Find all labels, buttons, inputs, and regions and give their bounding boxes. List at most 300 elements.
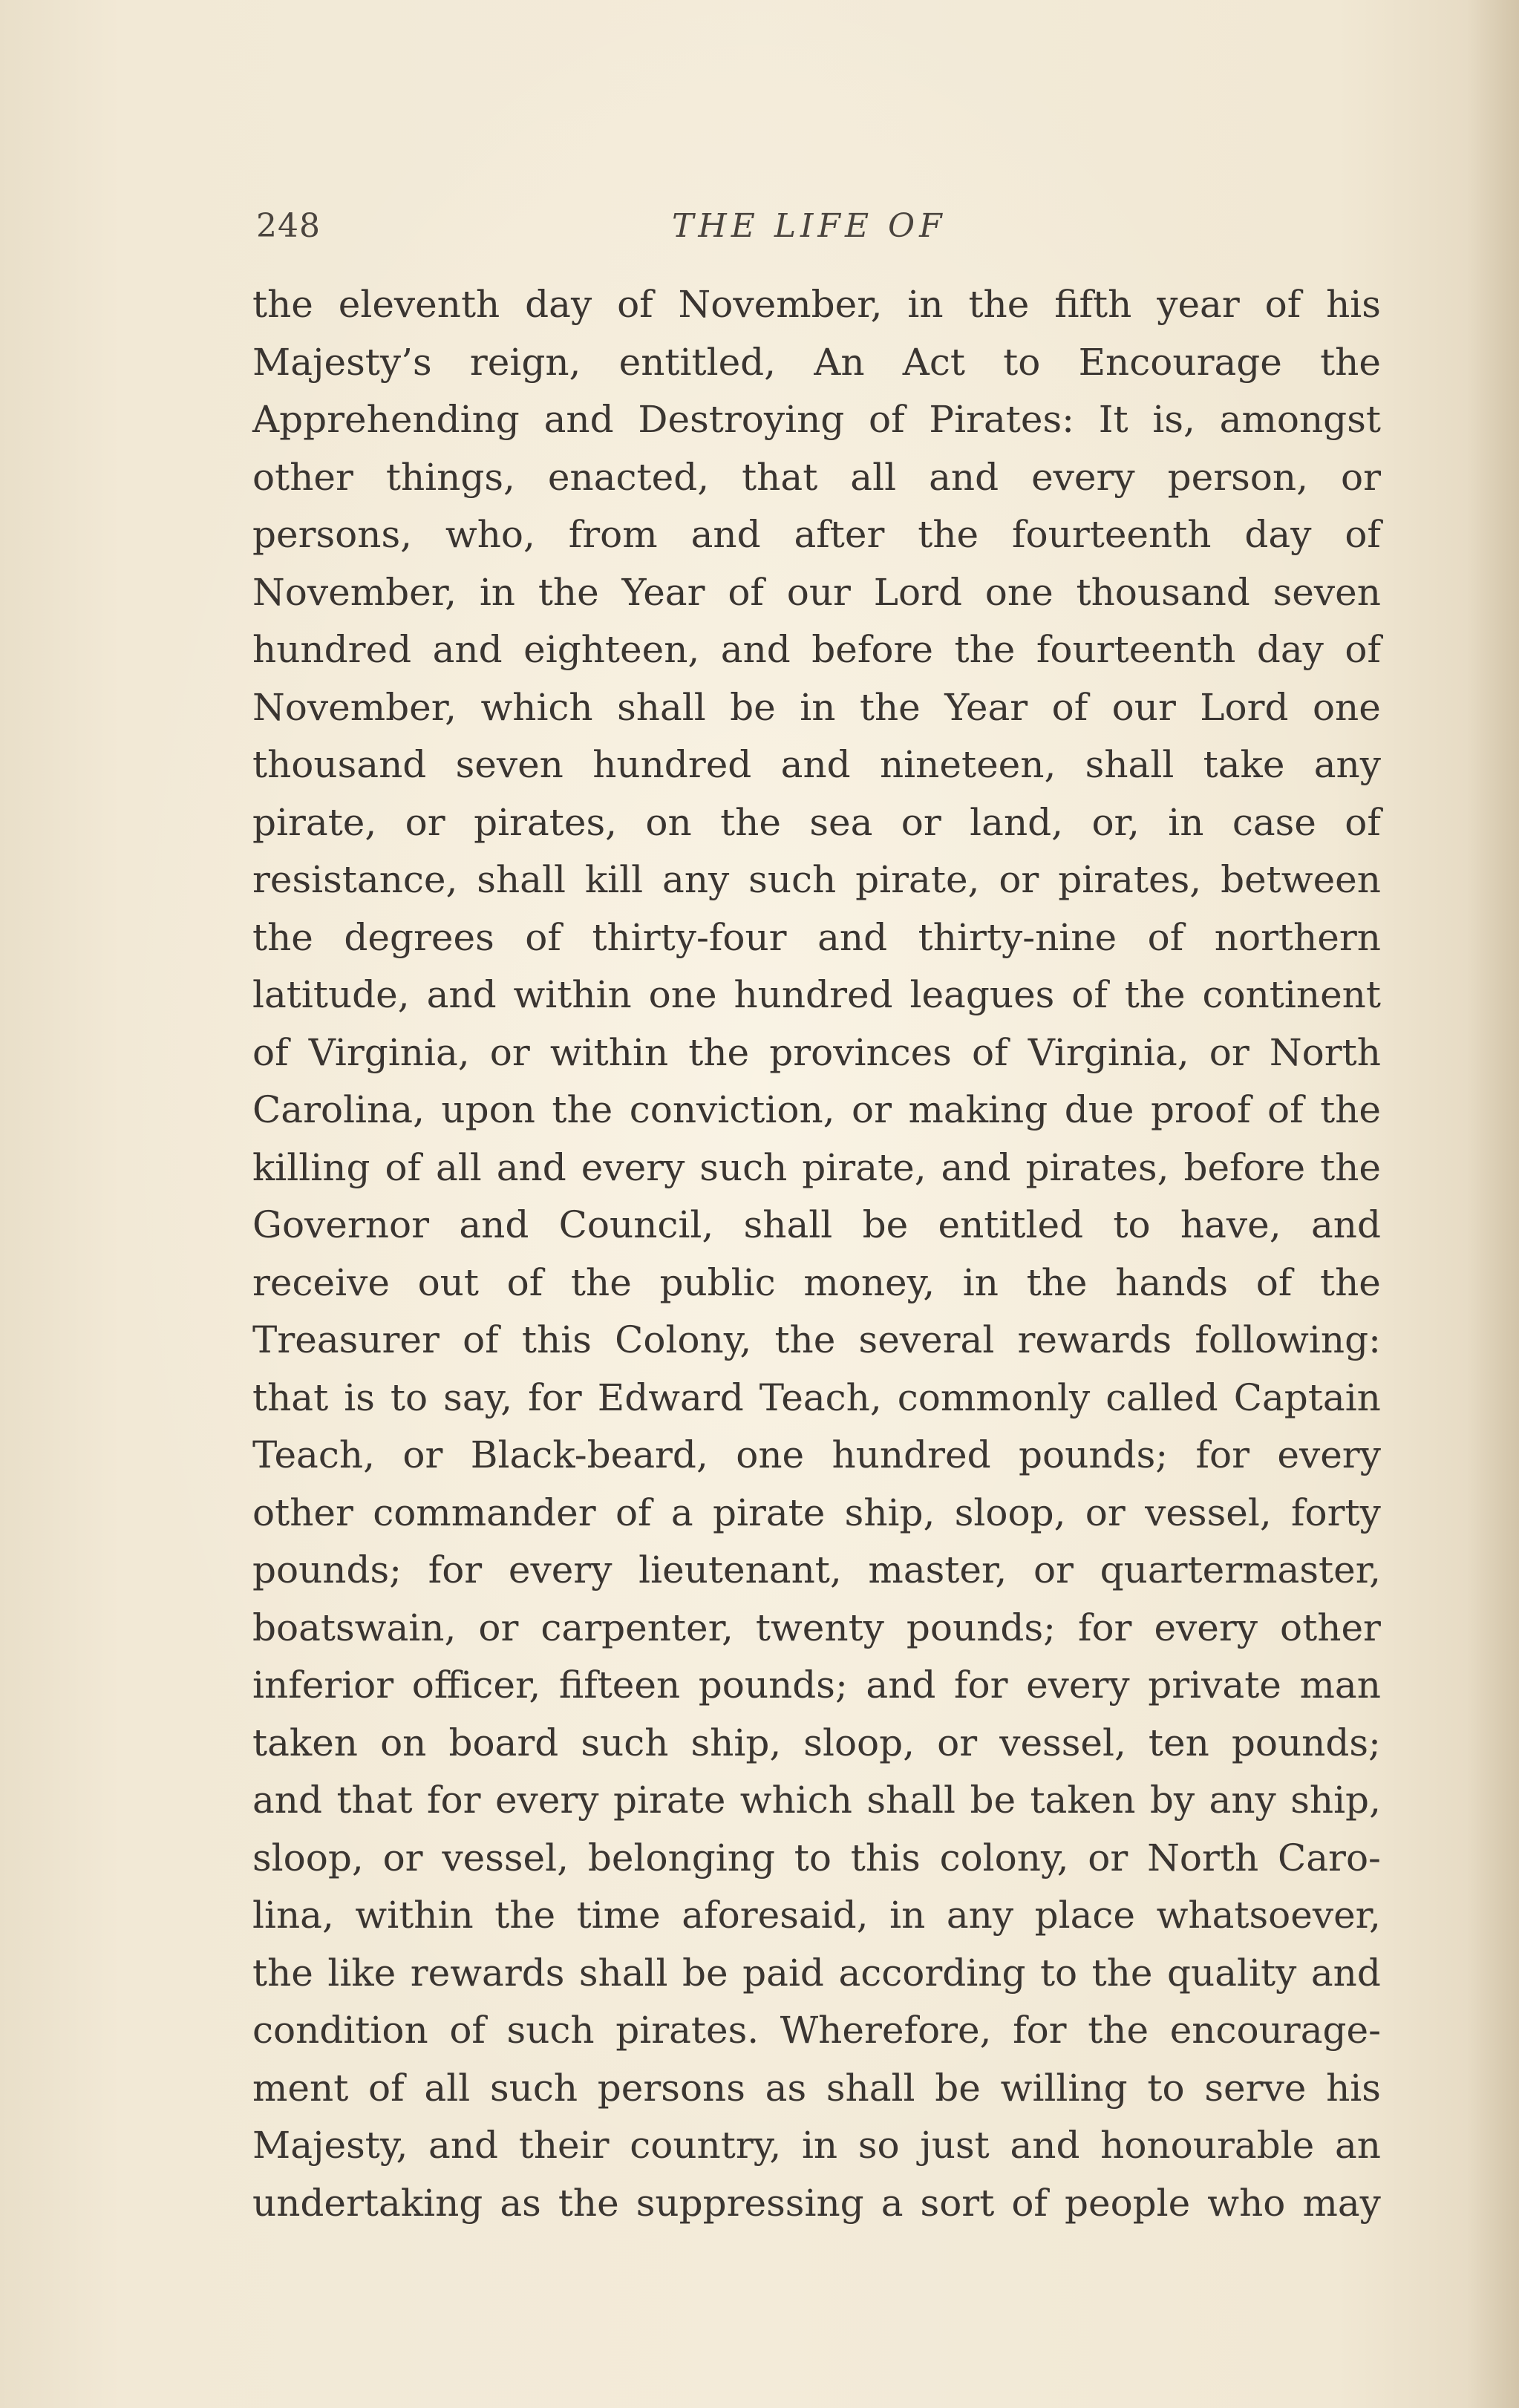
word: other [252, 455, 353, 499]
word: called [1105, 1375, 1218, 1419]
word: and [1010, 2124, 1080, 2167]
word: for [1195, 1433, 1250, 1476]
word: several [858, 1318, 995, 1361]
word: who, [445, 513, 535, 556]
word: time [576, 1894, 661, 1937]
word: serve [1204, 2066, 1307, 2110]
word: vessel, [442, 1836, 569, 1879]
word: the [954, 628, 1016, 671]
word: the [252, 915, 313, 959]
word: so [858, 2124, 900, 2167]
word: An [814, 340, 865, 384]
word: master, [868, 1548, 1007, 1591]
word: pirate [712, 1491, 826, 1534]
word: before [811, 628, 933, 671]
word: for [428, 1548, 483, 1591]
word: or [1340, 455, 1381, 499]
word: officer, [411, 1663, 541, 1707]
word: hundred [832, 1433, 991, 1476]
word: of [1147, 915, 1184, 959]
word: the [1320, 340, 1381, 384]
word: and [929, 455, 999, 499]
word: which [480, 685, 593, 729]
word: seven [455, 743, 564, 786]
word: sloop, [252, 1836, 364, 1879]
word: our [786, 570, 851, 614]
word: Majesty, [252, 2124, 408, 2167]
text-line [252, 736, 1381, 794]
word: North [1147, 1836, 1259, 1879]
word: things, [385, 455, 515, 499]
word: the [494, 1894, 556, 1937]
word: Colony, [615, 1318, 752, 1361]
word: Pirates: [929, 398, 1074, 441]
word: or [937, 1721, 978, 1764]
word: the [859, 685, 921, 729]
word: his [1326, 283, 1381, 326]
word: is, [1152, 398, 1195, 441]
word: just [920, 2124, 990, 2167]
text-line [252, 1024, 1381, 1082]
word: ment [252, 2066, 349, 2110]
word: paid [742, 1951, 824, 1995]
text-line [252, 506, 1381, 564]
word: entitled, [618, 340, 777, 384]
word: his [1326, 2066, 1381, 2110]
word: twenty [755, 1606, 884, 1649]
word: Apprehending [252, 398, 520, 441]
word: person, [1167, 455, 1308, 499]
text-line [252, 679, 1381, 737]
body-text [252, 276, 1381, 2232]
word: Virginia, [1028, 1030, 1189, 1074]
word: persons [597, 2066, 745, 2110]
word: one [648, 973, 717, 1016]
word: Majesty’s [252, 340, 432, 384]
word: of [1051, 685, 1088, 729]
word: sloop, [954, 1491, 1066, 1534]
word: shall [1085, 743, 1175, 786]
word: and [428, 2124, 499, 2167]
word: November, [678, 283, 883, 326]
text-line [252, 1254, 1381, 1312]
word: of [1267, 1088, 1304, 1131]
word: country, [630, 2124, 782, 2167]
word: willing [1000, 2066, 1128, 2110]
word: say, [443, 1375, 513, 1419]
word: pirate, [855, 858, 980, 901]
word: or [402, 1433, 443, 1476]
word: the [720, 800, 781, 844]
text-line [252, 794, 1381, 852]
word: pirate, [252, 800, 377, 844]
word: any [1313, 743, 1381, 786]
text-line [252, 1830, 1381, 1888]
word: of [615, 1491, 652, 1534]
text-line [252, 2117, 1381, 2175]
word: taken [1030, 1779, 1136, 1822]
word: reign, [469, 340, 581, 384]
word: pirate [612, 1779, 726, 1822]
word: lieutenant, [638, 1548, 842, 1591]
word: of [368, 2066, 405, 2110]
word: in [479, 570, 516, 614]
word: Treasurer [252, 1318, 440, 1361]
word: shall [743, 1203, 833, 1246]
word: sort [920, 2181, 995, 2225]
word: have, [1180, 1203, 1281, 1246]
word: and [817, 915, 888, 959]
word: pounds; [906, 1606, 1056, 1649]
page-edge-shadow [1467, 0, 1519, 2408]
word: every [494, 1779, 599, 1822]
word: for [1077, 1606, 1132, 1649]
word: from [568, 513, 658, 556]
word: and [432, 628, 503, 671]
text-line [252, 1887, 1381, 1945]
word: sea [809, 800, 873, 844]
text-line [252, 2060, 1381, 2118]
word: be [862, 1203, 909, 1246]
text-line [252, 1715, 1381, 1773]
word: be [935, 2066, 981, 2110]
word: the [918, 513, 979, 556]
word: pirates, [1025, 1145, 1169, 1189]
word: this [850, 1836, 921, 1879]
word: like [327, 1951, 396, 1995]
word: in [907, 283, 944, 326]
word: the [968, 283, 1030, 326]
text-line [252, 1082, 1381, 1139]
word: the [538, 570, 599, 614]
word: or, [1091, 800, 1140, 844]
word: degrees [344, 915, 494, 959]
text-line [252, 1312, 1381, 1370]
word: that [742, 455, 818, 499]
word: our [1111, 685, 1176, 729]
word: public [659, 1260, 776, 1304]
word: upon [441, 1088, 535, 1131]
word: continent [1202, 973, 1381, 1016]
word: Lord [1200, 685, 1289, 729]
word: lina, [252, 1894, 334, 1937]
word: within [549, 1030, 669, 1074]
word: of [1345, 800, 1381, 844]
word: all [850, 455, 897, 499]
word: to [794, 1836, 832, 1879]
word: ship, [844, 1491, 935, 1534]
word: or [489, 1030, 530, 1074]
word: or [478, 1606, 519, 1649]
word: any [1209, 1779, 1276, 1822]
word: carpenter, [540, 1606, 734, 1649]
running-head [256, 200, 1370, 252]
word: Teach, [252, 1433, 375, 1476]
word: thousand [1076, 570, 1250, 614]
word: nineteen, [879, 743, 1056, 786]
word: every [1026, 1663, 1130, 1707]
word: or [1209, 1030, 1250, 1074]
word: shall [617, 685, 706, 729]
word: such [748, 858, 837, 901]
text-line [252, 1370, 1381, 1427]
word: and [720, 628, 791, 671]
word: killing [252, 1145, 370, 1189]
text-line [252, 851, 1381, 909]
word: Encourage [1078, 340, 1282, 384]
word: of [1345, 628, 1381, 671]
word: November, [252, 685, 457, 729]
word: sloop, [803, 1721, 915, 1764]
word: vessel, [999, 1721, 1126, 1764]
word: fifth [1054, 283, 1132, 326]
word: an [1334, 2124, 1381, 2167]
word: pirates. [615, 2009, 760, 2052]
word: year [1157, 283, 1240, 326]
word: to [1147, 2066, 1185, 2110]
word: quartermaster, [1100, 1548, 1381, 1591]
word: rewards [410, 1951, 565, 1995]
word: thousand [252, 743, 427, 786]
text-line [252, 1139, 1381, 1197]
word: their [518, 2124, 610, 2167]
word: forty [1291, 1491, 1381, 1534]
word: day [1256, 628, 1324, 671]
word: every [508, 1548, 612, 1591]
text-line [252, 1485, 1381, 1542]
word: of [617, 283, 653, 326]
word: proof [1150, 1088, 1251, 1131]
word: such [581, 1721, 669, 1764]
word: quality [1167, 1951, 1297, 1995]
word: It [1098, 398, 1128, 441]
word: as [500, 2181, 541, 2225]
word: money, [803, 1260, 935, 1304]
word: thirty-four [592, 915, 787, 959]
word: within [355, 1894, 474, 1937]
word: of [449, 2009, 486, 2052]
word: Captain [1233, 1375, 1381, 1419]
word: is [344, 1375, 375, 1419]
word: Carolina, [252, 1088, 425, 1131]
text-line [252, 1542, 1381, 1600]
word: Virginia, [308, 1030, 470, 1074]
word: every [1277, 1433, 1381, 1476]
word: pirates, [474, 800, 618, 844]
word: the [552, 1088, 613, 1131]
word: ten [1148, 1721, 1209, 1764]
word: northern [1214, 915, 1381, 959]
word: may [1302, 2181, 1381, 2225]
word: for [954, 1663, 1008, 1707]
word: honourable [1100, 2124, 1315, 2167]
word: fifteen [558, 1663, 681, 1707]
word: the [688, 1030, 750, 1074]
word: of [385, 1145, 422, 1189]
word: or [999, 858, 1039, 901]
word: who [1207, 2181, 1286, 2225]
word: one [1312, 685, 1381, 729]
word: and [1310, 1951, 1381, 1995]
word: eleventh [338, 283, 500, 326]
word: by [1149, 1779, 1195, 1822]
word: any [946, 1894, 1014, 1937]
word: due [1064, 1088, 1134, 1131]
word: North [1269, 1030, 1381, 1074]
word: to [1113, 1203, 1151, 1246]
word: conviction, [629, 1088, 835, 1131]
word: all [436, 1145, 482, 1189]
word: this [521, 1318, 592, 1361]
text-line [252, 2175, 1381, 2233]
word: Council, [558, 1203, 714, 1246]
word: one [984, 570, 1054, 614]
word: and [941, 1145, 1011, 1189]
word: board [448, 1721, 559, 1764]
word: and [866, 1663, 936, 1707]
word: suppressing [636, 2181, 864, 2225]
page-number: 248 [256, 207, 321, 245]
text-line [252, 1427, 1381, 1485]
word: land, [970, 800, 1064, 844]
word: and [252, 1779, 323, 1822]
word: or [1088, 1836, 1128, 1879]
word: before [1183, 1145, 1306, 1189]
running-title: THE LIFE OF [672, 207, 947, 245]
text-line [252, 564, 1381, 622]
word: as [765, 2066, 807, 2110]
word: Lord [873, 570, 962, 614]
word: whatsoever, [1156, 1894, 1381, 1937]
word: enacted, [547, 455, 710, 499]
word: in [889, 1894, 926, 1937]
word: thirty-nine [918, 915, 1117, 959]
word: of [463, 1318, 499, 1361]
word: Governor [252, 1203, 429, 1246]
word: day [1244, 513, 1312, 556]
word: a [670, 1491, 693, 1534]
word: belonging [587, 1836, 775, 1879]
word: colony, [939, 1836, 1069, 1879]
text-line [252, 1772, 1381, 1830]
word: other [252, 1491, 353, 1534]
word: of [1071, 973, 1108, 1016]
word: encourage- [1169, 2009, 1381, 2052]
word: or [1033, 1548, 1074, 1591]
word: in [801, 2124, 838, 2167]
text-line [252, 449, 1381, 507]
word: amongst [1219, 398, 1381, 441]
word: every [1031, 455, 1135, 499]
word: or [1085, 1491, 1126, 1534]
text-line [252, 276, 1381, 334]
word: the [252, 1951, 313, 1995]
word: hundred [592, 743, 752, 786]
word: Destroying [638, 398, 845, 441]
word: the [1088, 2009, 1149, 2052]
word: private [1148, 1663, 1281, 1707]
word: the [252, 283, 313, 326]
word: Caro- [1277, 1836, 1381, 1879]
word: shall [826, 2066, 915, 2110]
word: shall [866, 1779, 956, 1822]
word: the [1320, 1088, 1381, 1131]
word: fourteenth [1036, 628, 1236, 671]
word: boatswain, [252, 1606, 457, 1649]
word: that [336, 1779, 413, 1822]
word: shall [578, 1951, 668, 1995]
word: and [690, 513, 761, 556]
word: a [881, 2181, 904, 2225]
word: ship, [1290, 1779, 1381, 1822]
word: provinces [769, 1030, 952, 1074]
word: rewards [1017, 1318, 1172, 1361]
word: resistance, [252, 858, 458, 901]
word: or [382, 1836, 423, 1879]
word: vessel, [1145, 1491, 1272, 1534]
word: commander [373, 1491, 596, 1534]
word: Teach, [759, 1375, 882, 1419]
text-line [252, 1945, 1381, 2003]
word: other [1280, 1606, 1381, 1649]
word: of [728, 570, 764, 614]
word: and [543, 398, 614, 441]
word: or [405, 800, 445, 844]
word: fourteenth [1012, 513, 1212, 556]
word: Act [902, 340, 965, 384]
word: and [459, 1203, 529, 1246]
word: of [1011, 2181, 1048, 2225]
word: place [1034, 1894, 1136, 1937]
word: Year [621, 570, 705, 614]
word: of [252, 1030, 289, 1074]
word: eighteen, [523, 628, 700, 671]
word: the [570, 1260, 632, 1304]
word: of [506, 1260, 543, 1304]
word: according [838, 1951, 1026, 1995]
word: ship, [690, 1721, 782, 1764]
word: inferior [252, 1663, 394, 1707]
word: or [901, 800, 941, 844]
word: be [682, 1951, 728, 1995]
word: and [780, 743, 851, 786]
text-line [252, 1197, 1381, 1254]
word: entitled [938, 1203, 1084, 1246]
text-line [252, 334, 1381, 392]
word: which [739, 1779, 852, 1822]
word: of [525, 915, 561, 959]
word: hundred [734, 973, 893, 1016]
word: receive [252, 1260, 390, 1304]
word: November, [252, 570, 457, 614]
word: out [417, 1260, 479, 1304]
word: kill [584, 858, 644, 901]
word: aforesaid, [682, 1894, 869, 1937]
word: one [736, 1433, 805, 1476]
word: to [1003, 340, 1041, 384]
word: take [1203, 743, 1285, 786]
word: hands [1115, 1260, 1229, 1304]
word: the [558, 2181, 619, 2225]
word: taken [252, 1721, 358, 1764]
text-line [252, 391, 1381, 449]
word: every [1154, 1606, 1258, 1649]
word: for [528, 1375, 582, 1419]
text-line [252, 2002, 1381, 2060]
word: of [972, 1030, 1008, 1074]
word: for [1013, 2009, 1067, 2052]
word: seven [1273, 570, 1381, 614]
